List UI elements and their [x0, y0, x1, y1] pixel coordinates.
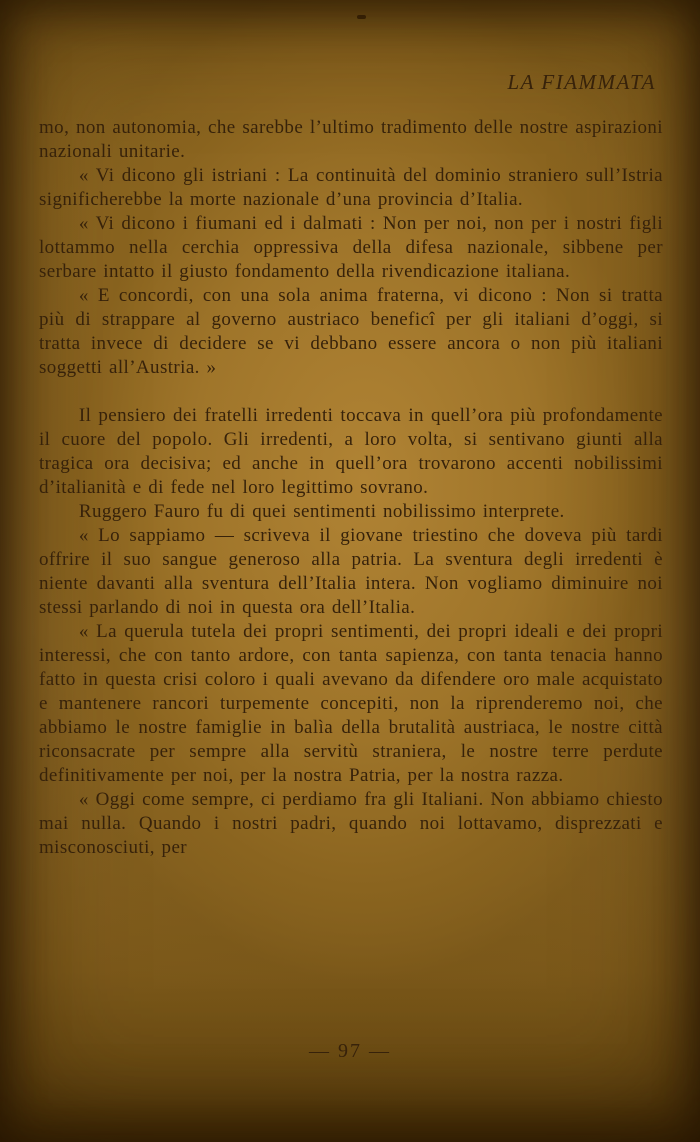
paragraph: mo, non autonomia, che sarebbe l’ultimo tradimento delle nostre aspirazioni nazionali unitarie. [39, 117, 663, 162]
paragraph: « La querula tutela dei propri sentimenti, dei propri ideali e dei propri interessi, che con tanto ardore, con tanta sapienza, con tanta tenacia hanno fatto in questa crisi coloro i quali avevano da difendere oro male acquistato e mantenere rancori turpemente concepiti, non la riprenderemo noi, che abbiamo le nostre famiglie in balìa della brutalità austriaca, le nostre città riconsacrate per sempre alla servitù straniera, le nostre terre perdute definitivamente per noi, per la nostra Patria, per la nostra razza. [39, 621, 663, 786]
page-number: — 97 — [309, 1040, 391, 1062]
paragraph: « E concordi, con una sola anima fraterna, vi dicono : Non si tratta più di strappare al governo austriaco beneficî per gli italiani d’oggi, si tratta invece di decidere se vi debbano essere ancora o non più italiani soggetti all’Austria. » [39, 285, 663, 378]
paragraph: « Oggi come sempre, ci perdiamo fra gli Italiani. Non abbiamo chiesto mai nulla. Quando i nostri padri, quando noi lottavamo, disprezzati e misconosciuti, per [39, 789, 663, 858]
scan-artifact-mark [357, 15, 366, 19]
paragraph: « Vi dicono i fiumani ed i dalmati : Non per noi, non per i nostri figli lottammo nella cerchia oppressiva della difesa nazionale, sibbene per serbare intatto il giusto fondamento della rivendicazione italiana. [39, 213, 663, 282]
paragraph: Il pensiero dei fratelli irredenti toccava in quell’ora più profondamente il cuore del popolo. Gli irredenti, a loro volta, si sentivano giunti alla tragica ora decisiva; ed anche in quell’ora trovarono accenti nobilissimi d’italianità e di fede nel loro legittimo sovrano. [39, 405, 663, 498]
body-text [39, 116, 663, 860]
paragraph: Ruggero Fauro fu di quei sentimenti nobilissimo interprete. [78, 501, 565, 522]
paragraph: « Lo sappiamo — scriveva il giovane triestino che doveva più tardi offrire il suo sangue generoso alla patria. La sventura degli irredenti è niente davanti alla sventura dell’Italia intera. Non vogliamo diminuire noi stessi parlando di noi in questa ora dell’Italia. [39, 525, 663, 618]
running-header: LA FIAMMATA [507, 70, 656, 94]
paragraph: « Vi dicono gli istriani : La continuità del dominio straniero sull’Istria significherebbe la morte nazionale d’una provincia d’Italia. [39, 165, 663, 210]
